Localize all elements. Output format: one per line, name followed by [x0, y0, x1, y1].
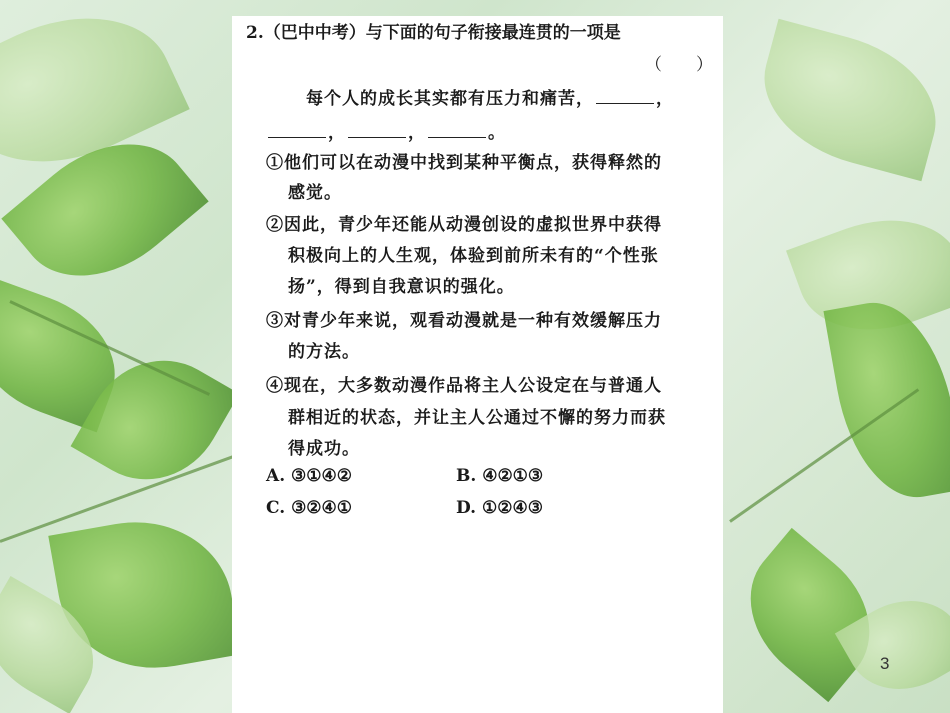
choice-b[interactable]: B. ④②①③	[456, 466, 544, 486]
item-1-line1: ①他们可以在动漫中找到某种平衡点，获得释然的	[266, 153, 662, 173]
item-1-line2: 感觉。	[288, 183, 342, 203]
choice-a[interactable]: A. ③①④②	[266, 466, 352, 486]
answer-blank	[348, 123, 406, 138]
item-4-line2: 群相近的状态，并让主人公通过不懈的努力而获	[288, 408, 666, 428]
answer-blank	[268, 123, 326, 138]
item-4-line3: 得成功。	[288, 439, 360, 459]
background-leaf	[748, 19, 950, 181]
stem-comma: ，	[328, 123, 346, 143]
stem-period: 。	[488, 123, 506, 143]
choice-d[interactable]: D. ①②④③	[456, 498, 543, 518]
item-2-line1: ②因此，青少年还能从动漫创设的虚拟世界中获得	[266, 215, 662, 235]
item-3-line1: ③对青少年来说，观看动漫就是一种有效缓解压力	[266, 311, 662, 331]
answer-blank	[428, 123, 486, 138]
item-2-line3: 扬”，得到自我意识的强化。	[288, 277, 515, 297]
item-3-line2: 的方法。	[288, 342, 360, 362]
item-2-line2: 积极向上的人生观，体验到前所未有的“个性张	[288, 246, 659, 266]
answer-parentheses: （ ）	[645, 55, 713, 75]
choice-c[interactable]: C. ③②④①	[266, 498, 353, 518]
stem-comma: ，	[656, 89, 674, 109]
stem-comma: ，	[408, 123, 426, 143]
page-number: 3	[880, 654, 890, 673]
answer-blank	[596, 89, 654, 104]
background-leaf	[823, 292, 950, 508]
question-sheet	[232, 16, 723, 713]
question-stem-line2	[266, 118, 506, 143]
question-stem-line1	[306, 84, 674, 109]
question-header: 2.（巴中中考）与下面的句子衔接最连贯的一项是	[246, 23, 621, 43]
item-4-line1: ④现在，大多数动漫作品将主人公设定在与普通人	[266, 376, 662, 396]
question-stem-text: 每个人的成长其实都有压力和痛苦，	[306, 89, 594, 109]
